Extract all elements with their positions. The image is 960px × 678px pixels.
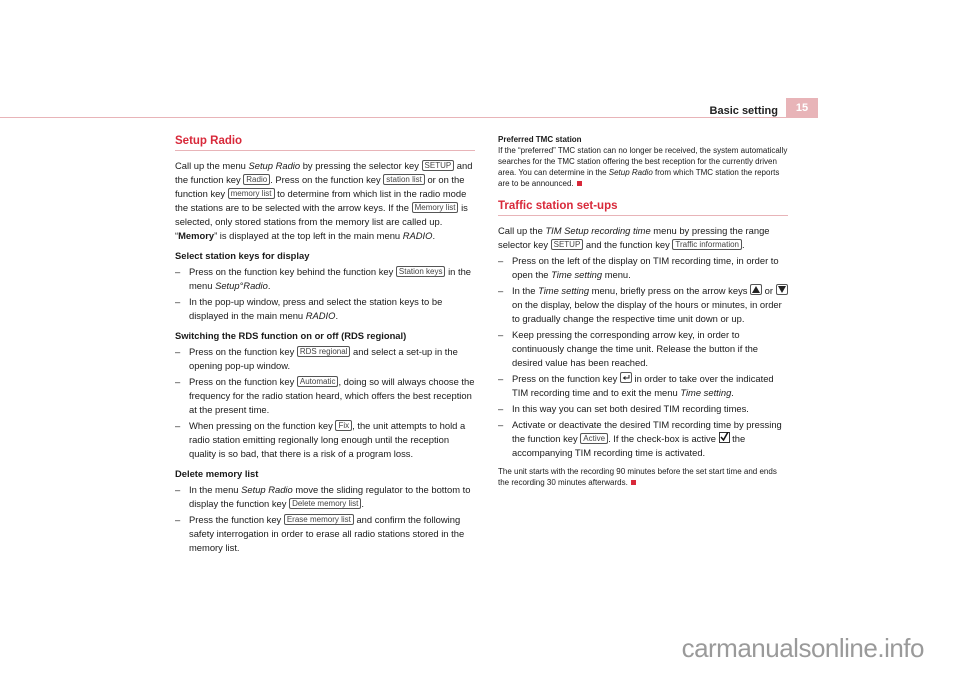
subheading-tmc: Preferred TMC station [498, 135, 582, 144]
subheading-rds: Switching the RDS function on or off (RDS regional) [175, 330, 407, 341]
list-item: – Press on the function key RDS regional and select a set-up in the opening pop-up window. [175, 346, 458, 371]
right-column [498, 134, 788, 488]
watermark: carmanualsonline.info [681, 633, 924, 663]
note: The unit starts with the recording 90 minutes before the set start time and ends the recording 30 minutes afterwards. [498, 467, 777, 487]
arrow-down-icon [776, 284, 788, 295]
station-list-key: station list [383, 174, 425, 185]
delete-memory-list-key: Delete memory list [289, 498, 361, 509]
setup-key: SETUP [422, 160, 455, 171]
list-item: – Press on the function key in order to take over the indicated TIM recording time and to exit the menu Time setting. [498, 373, 774, 398]
tmc-paragraph: If the “preferred” TMC station can no longer be received, the system automatically searches for the TMC station offering the best reception for the currently driven area. You can determine in the Setup Radio from which TMC station the reports are to be announced. [498, 146, 788, 188]
list-item: – Press the function key Erase memory list and confirm the following safety interrogation in order to erase all radio stations stored in the memory list. [175, 514, 465, 553]
automatic-key: Automatic [297, 376, 339, 387]
memory-list-key-2: Memory list [412, 202, 459, 213]
setup-key: SETUP [551, 239, 584, 250]
left-column [175, 134, 475, 555]
rds-regional-key: RDS regional [297, 346, 351, 357]
list-item: – When pressing on the function key Fix , the unit attempts to hold a radio station emitting regionally long enough until the reception quality is so bad, that there is a risk of a program loss. [175, 420, 466, 459]
running-header: Basic setting [709, 105, 778, 117]
traffic-intro: Call up the TIM Setup recording time menu by pressing the range selector key SETUP and the function key Traffic information . [498, 225, 770, 250]
subheading-station-keys: Select station keys for display [175, 250, 310, 261]
list-item: – Keep pressing the corresponding arrow key, in order to continuously change the time unit. Release the button if the desired value has been reached. [498, 329, 758, 368]
list-item: – Press on the left of the display on TIM recording time, in order to open the Time setting menu. [498, 255, 779, 280]
intro-paragraph: Call up the menu Setup Radio by pressing the selector key SETUP and the function key Radio . Press on the function key station list or on the function key memory list to determine from which list in the radio mode the stations are to be selected with the arrow keys. If the Memory list is selected, only stored stations from the memory list are called up. “Memory” is displayed at the top left in the main menu RADIO. [175, 160, 473, 241]
list-item: – Press on the function key behind the function key Station keys in the menu Setup°Radio. [175, 266, 472, 291]
end-mark-icon [631, 480, 636, 485]
arrow-up-icon [750, 284, 762, 295]
list-item: – In this way you can set both desired TIM recording times. [498, 403, 749, 414]
header-rule [0, 117, 786, 118]
list-item: – In the menu Setup Radio move the sliding regulator to the bottom to display the function key Delete memory list . [175, 484, 471, 509]
return-arrow-icon [620, 372, 632, 383]
radio-key: Radio [243, 174, 270, 185]
erase-memory-list-key: Erase memory list [284, 514, 354, 525]
fix-key: Fix [335, 420, 352, 431]
end-mark-icon [577, 181, 582, 186]
section-heading-setup-radio: Setup Radio [175, 134, 475, 151]
section-heading-traffic: Traffic station set-ups [498, 199, 788, 216]
active-key: Active [580, 433, 608, 444]
list-item: – In the pop-up window, press and select the station keys to be displayed in the main menu RADIO. [175, 296, 443, 321]
list-item: – In the Time setting menu, briefly press on the arrow keys or on the display, below the display of the hours or minutes, in order to gradually change the respective time unit down or up. [498, 284, 788, 326]
checkbox-checked-icon [719, 432, 730, 443]
subheading-delete-memory: Delete memory list [175, 468, 259, 479]
list-item: – Press on the function key Automatic , doing so will always choose the frequency for the radio station heard, which offers the best reception at the present time. [175, 376, 475, 415]
list-item: – Activate or deactivate the desired TIM recording time by pressing the function key Active . If the check-box is active the accompanying TIM recording time is activated. [498, 419, 782, 458]
memory-list-key: memory list [228, 188, 275, 199]
page-number: 15 [786, 98, 818, 118]
station-keys-key: Station keys [396, 266, 446, 277]
traffic-information-key: Traffic information [672, 239, 742, 250]
